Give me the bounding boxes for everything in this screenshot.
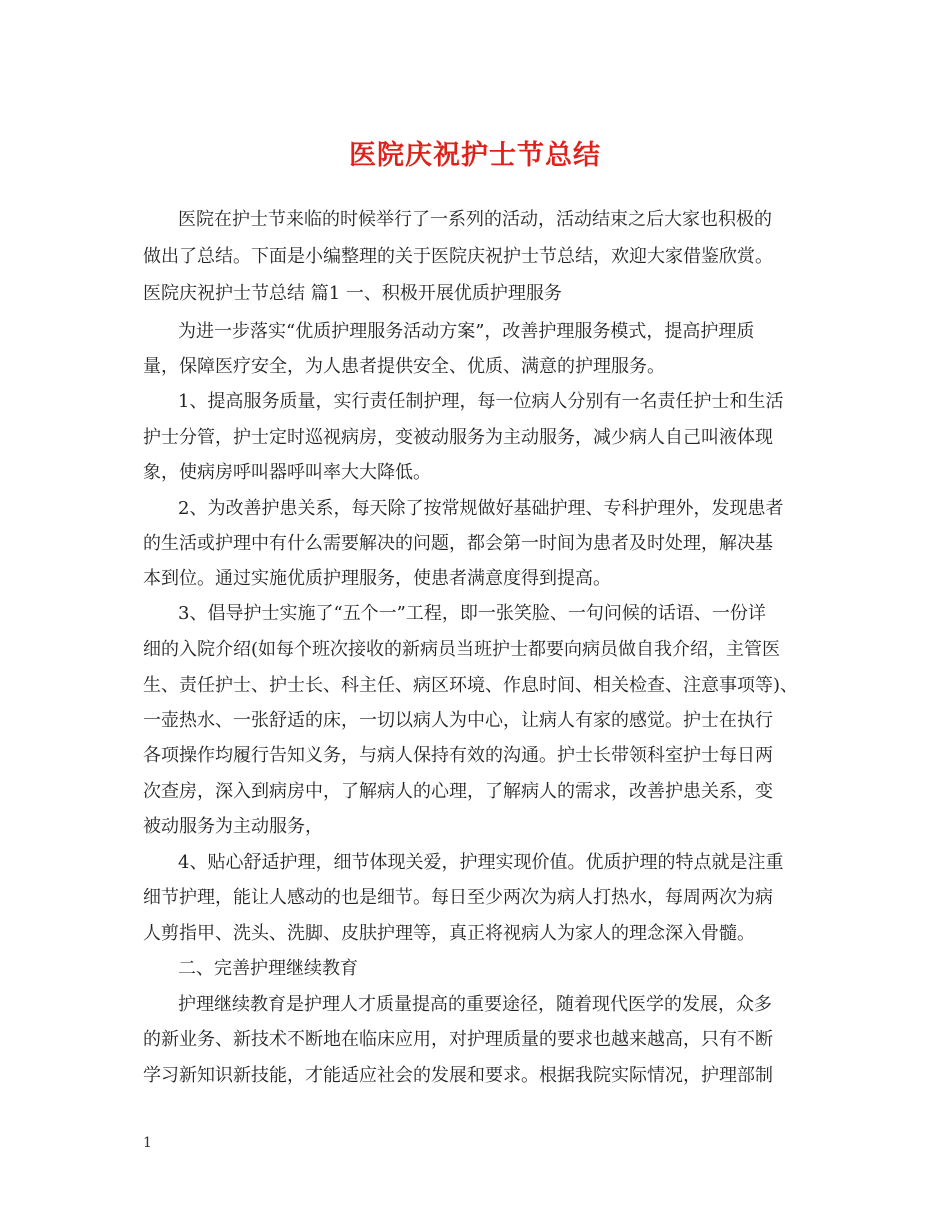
paragraph-line: 学习新知识新技能，才能适应社会的发展和要求。根据我院实际情况，护理部制 — [143, 1065, 773, 1086]
paragraph-line: 次查房，深入到病房中，了解病人的心理，了解病人的需求，改善护患关系，变 — [143, 781, 773, 802]
paragraph-line: 护理继续教育是护理人才质量提高的重要途径，随着现代医学的发展，众多 — [178, 994, 772, 1015]
paragraph-line: 人剪指甲、洗头、洗脚、皮肤护理等，真正将视病人为家人的理念深入骨髓。 — [143, 923, 755, 944]
document-title: 医院庆祝护士节总结 — [349, 140, 601, 171]
paragraph-line: 1、提高服务质量，实行责任制护理，每一位病人分别有一名责任护士和生活 — [178, 391, 784, 412]
paragraph-line: 量，保障医疗安全，为人患者提供安全、优质、满意的护理服务。 — [143, 356, 665, 377]
paragraph-line: 的新业务、新技术不断地在临床应用，对护理质量的要求也越来越高，只有不断 — [143, 1029, 773, 1050]
page-number: 1 — [143, 1135, 152, 1151]
paragraph-line: 护士分管，护士定时巡视病房，变被动服务为主动服务，减少病人自己叫液体现 — [143, 427, 773, 448]
paragraph-line: 医院在护士节来临的时候举行了一系列的活动，活动结束之后大家也积极的 — [178, 209, 772, 230]
paragraph-line: 被动服务为主动服务， — [143, 816, 323, 837]
paragraph-line: 一壶热水、一张舒适的床，一切以病人为中心，让病人有家的感觉。护士在执行 — [143, 710, 773, 731]
paragraph-line: 4、贴心舒适护理，细节体现关爱，护理实现价值。优质护理的特点就是注重 — [178, 852, 784, 873]
paragraph-line: 象，使病房呼叫器呼叫率大大降低。 — [143, 462, 431, 483]
paragraph-line: 做出了总结。下面是小编整理的关于医院庆祝护士节总结，欢迎大家借鉴欣赏。 — [143, 246, 773, 267]
paragraph-line: 各项操作均履行告知义务，与病人保持有效的沟通。护士长带领科室护士每日两 — [143, 745, 773, 766]
paragraph-line: 生、责任护士、护士长、科主任、病区环境、作息时间、相关检查、注意事项等)、 — [143, 675, 799, 696]
paragraph-line: 细节护理，能让人感动的也是细节。每日至少两次为病人打热水，每周两次为病 — [143, 887, 773, 908]
paragraph-line: 细的入院介绍(如每个班次接收的新病员当班护士都要向病员做自我介绍，主管医 — [143, 639, 781, 660]
section-heading-line: 医院庆祝护士节总结 篇1 一、积极开展优质护理服务 — [143, 283, 562, 304]
paragraph-line: 为进一步落实“优质护理服务活动方案”，改善护理服务模式，提高护理质 — [178, 321, 755, 342]
paragraph-line: 本到位。通过实施优质护理服务，使患者满意度得到提高。 — [143, 568, 611, 589]
paragraph-line: 的生活或护理中有什么需要解决的问题，都会第一时间为患者及时处理，解决基 — [143, 533, 773, 554]
paragraph-line: 3、倡导护士实施了“五个一”工程，即一张笑脸、一句问候的话语、一份详 — [178, 603, 766, 624]
section-heading-line: 二、完善护理继续教育 — [178, 958, 358, 979]
paragraph-line: 2、为改善护患关系，每天除了按常规做好基础护理、专科护理外，发现患者 — [178, 498, 784, 519]
